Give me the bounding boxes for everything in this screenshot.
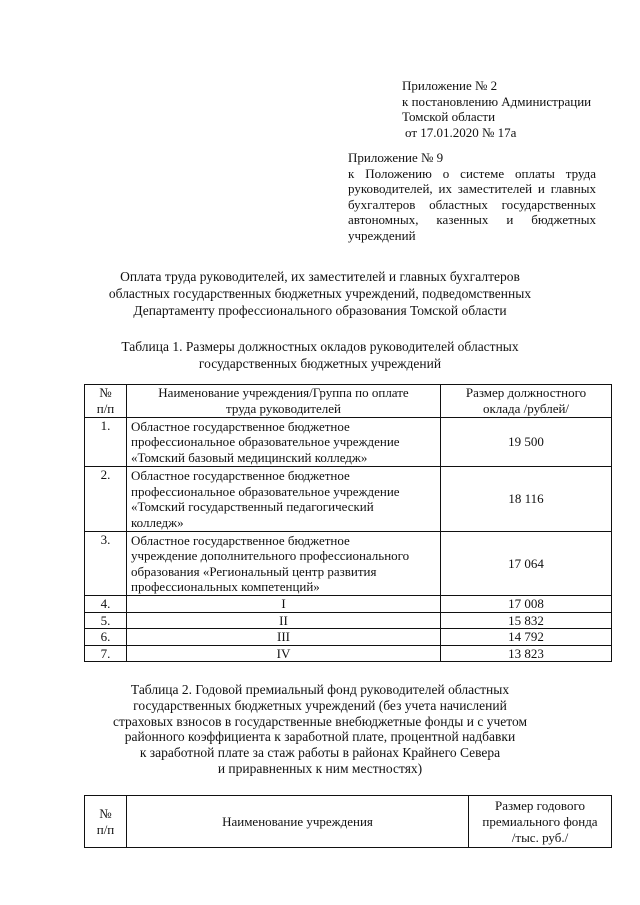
name-line: профессиональное образовательное учреждение xyxy=(131,483,400,499)
row-num: 4. xyxy=(85,596,127,613)
row-num: 3. xyxy=(85,532,127,596)
row-group: IV xyxy=(127,645,441,662)
appendix-9-line: автономных, казенных и бюджетных xyxy=(348,212,596,227)
table-row xyxy=(85,612,612,629)
header-text: № xyxy=(99,805,112,821)
table-row xyxy=(85,596,612,613)
appendix-9-title: Приложение № 9 xyxy=(348,150,444,165)
row-value: 17 064 xyxy=(441,532,612,596)
name-line: колледж» xyxy=(131,514,184,530)
row-value: 15 832 xyxy=(441,612,612,629)
row-group: II xyxy=(127,612,441,629)
table-row xyxy=(85,467,612,532)
row-value: 17 008 xyxy=(441,596,612,613)
table-2 xyxy=(84,795,612,848)
name-line: профессиональных компетенций» xyxy=(131,579,320,594)
header-value xyxy=(441,385,612,418)
header-name: Наименование учреждения xyxy=(127,796,469,848)
name-line: образования «Региональный центр развития xyxy=(131,563,377,579)
caption-line: государственных бюджетных учреждений (без учета начислений xyxy=(133,697,507,713)
header-text: п/п xyxy=(96,400,115,416)
row-num: 2. xyxy=(85,467,127,532)
appendix-2-title: Приложение № 2 xyxy=(402,78,498,93)
header-num xyxy=(85,796,127,848)
caption-line: государственных бюджетных учреждений xyxy=(198,356,442,371)
row-num: 7. xyxy=(85,645,127,662)
header-text: Размер годового xyxy=(494,797,585,813)
header-value xyxy=(469,796,612,848)
row-num: 1. xyxy=(85,418,127,467)
name-line: Областное государственное бюджетное xyxy=(131,468,350,483)
appendix-2-line: Томской области xyxy=(402,109,496,124)
table-header-row xyxy=(85,385,612,418)
table-1-caption xyxy=(60,338,580,372)
caption-line: Таблица 1. Размеры должностных окладов руководителей областных xyxy=(121,339,519,354)
header-num xyxy=(85,385,127,418)
row-value: 19 500 xyxy=(441,418,612,467)
header-text: оклада /рублей/ xyxy=(482,400,570,416)
table-1 xyxy=(84,384,612,662)
header-text: Наименование учреждения/Группа по оплате xyxy=(158,385,409,400)
header-text: № xyxy=(99,385,112,400)
table-row xyxy=(85,532,612,596)
appendix-9-line: бухгалтеров областных государственных xyxy=(348,196,596,212)
name-line: Областное государственное бюджетное xyxy=(131,418,350,434)
caption-line: и приравненных к ним местностях) xyxy=(217,760,423,776)
table-row xyxy=(85,645,612,662)
table-2-caption xyxy=(60,682,580,777)
appendix-9-line: учреждений xyxy=(348,227,416,243)
appendix-9-line: руководителей, их заместителей и главных xyxy=(348,181,596,196)
caption-line: районного коэффициента к заработной плате, процентной надбавки xyxy=(124,729,516,745)
row-name xyxy=(127,532,441,596)
row-name xyxy=(127,467,441,532)
header-text: Размер должностного xyxy=(465,385,587,400)
name-line: «Томский базовый медицинский колледж» xyxy=(131,449,368,465)
appendix-2-date: от 17.01.2020 № 17а xyxy=(405,124,517,140)
header-name xyxy=(127,385,441,418)
name-line: профессиональное образовательное учреждение xyxy=(131,434,400,450)
header-text: премиального фонда xyxy=(482,813,598,829)
header-text: п/п xyxy=(96,821,115,837)
row-value: 14 792 xyxy=(441,629,612,646)
appendix-9-block xyxy=(348,150,596,243)
row-value: 13 823 xyxy=(441,645,612,662)
caption-line: к заработной плате за стаж работы в районах Крайнего Севера xyxy=(139,745,501,761)
appendix-2-block xyxy=(402,78,612,140)
row-group: III xyxy=(127,629,441,646)
appendix-2-line: к постановлению Администрации xyxy=(402,93,592,109)
heading-line: Департаменту профессионального образования Томской области xyxy=(133,303,507,318)
heading-line: Оплата труда руководителей, их заместителей и главных бухгалтеров xyxy=(120,269,520,284)
table-row xyxy=(85,629,612,646)
name-line: учреждение дополнительного профессионального xyxy=(131,548,410,563)
row-group: I xyxy=(127,596,441,613)
row-num: 6. xyxy=(85,629,127,646)
document-heading xyxy=(60,268,580,319)
row-name xyxy=(127,418,441,467)
row-num: 5. xyxy=(85,612,127,629)
appendix-9-line: к Положению о системе оплаты труда xyxy=(348,165,596,181)
name-line: «Томский государственный педагогический xyxy=(131,499,374,514)
header-text: труда руководителей xyxy=(226,400,341,416)
table-header-row xyxy=(85,796,612,848)
header-text: /тыс. руб./ xyxy=(511,829,569,845)
name-line: Областное государственное бюджетное xyxy=(131,532,350,548)
caption-line: страховых взносов в государственные внебюджетные фонды и с учетом xyxy=(112,713,527,729)
table-row xyxy=(85,418,612,467)
heading-line: областных государственных бюджетных учреждений, подведомственных xyxy=(108,286,532,301)
caption-line: Таблица 2. Годовой премиальный фонд руководителей областных xyxy=(130,682,510,697)
row-value: 18 116 xyxy=(441,467,612,532)
